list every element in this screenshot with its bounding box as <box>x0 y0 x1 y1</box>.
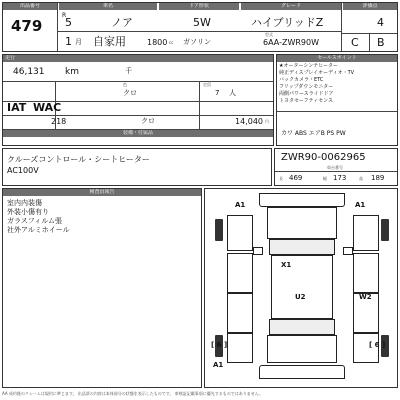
hood-panel <box>267 207 337 239</box>
note-line: 社外アルミホイール <box>7 226 70 234</box>
equipment-panel <box>276 54 398 146</box>
wheel-front-right <box>381 219 389 241</box>
note-line: 室内内装傷 <box>7 199 42 207</box>
equipment-item: 純正ディスプレイオーディオ・TV <box>279 70 355 76</box>
displacement-unit: cc <box>169 40 174 45</box>
grade-value: ハイブリッドZ <box>251 16 324 29</box>
mileage-value: 46,131 <box>13 67 45 77</box>
equipment-item: トヨタセーフティセンス <box>279 98 334 104</box>
notes-title: 検査員報告 <box>3 189 201 196</box>
wheel-front-left <box>215 219 223 241</box>
comment-line-2: AC100V <box>7 166 39 175</box>
month-value: 1 <box>65 35 72 48</box>
damage-code-x1: X1 <box>281 261 292 269</box>
color-code: クロ <box>141 117 155 125</box>
length-value: 469 <box>289 174 303 182</box>
mileage-block <box>2 54 274 146</box>
overall-score: 4 <box>377 16 384 29</box>
chassis-box <box>274 148 398 186</box>
mirror-right <box>343 247 353 255</box>
damage-code-6-right: [ 6 ] <box>369 341 386 349</box>
equipment-list <box>279 63 397 105</box>
windshield-panel <box>269 239 335 255</box>
front-bumper-panel <box>259 193 345 207</box>
color-label: 色 <box>123 82 127 87</box>
mileage-label: 走行 <box>3 55 273 62</box>
door-label: ドア形状 <box>159 3 239 10</box>
damage-diagram <box>204 188 398 388</box>
left-front-door-panel <box>227 253 253 293</box>
header-row <box>2 2 398 52</box>
damage-code-a1-rear: A1 <box>213 361 224 369</box>
month-unit: 月 <box>75 38 82 46</box>
rear-glass-panel <box>269 319 335 335</box>
equipment-item: フリップダウンモニター <box>279 84 334 90</box>
capacity-value: 7 <box>215 89 220 97</box>
score-label: 評価点 <box>343 3 397 10</box>
left-quarter-panel <box>227 333 253 363</box>
equipment-item: 両側パワースライドドア <box>279 91 334 97</box>
footer-disclaimer: AA 成約後のクレームは規約に準じます。 出品票の内容は本体部分の状態を表示したものです。 車検証記載事項に優先するものではありません。 <box>2 391 263 396</box>
price-unit: 円 <box>265 119 269 124</box>
left-rear-door-panel <box>227 293 253 333</box>
model-name: ノア <box>111 16 133 29</box>
height-label: 高 <box>359 176 363 181</box>
tailgate-panel <box>267 335 337 363</box>
equipment-title: セールスポイント <box>277 55 397 62</box>
capacity-label: 定員 <box>203 82 211 87</box>
comments-box <box>2 148 272 186</box>
exterior-grade: B <box>377 36 385 49</box>
chassis-number: ZWR90-0062965 <box>281 152 366 163</box>
equipment-item: バックカメラ・ETC <box>279 77 324 83</box>
comment-line-1: クルーズコントロール・シートヒーター <box>7 155 150 164</box>
left-front-fender-panel <box>227 215 253 251</box>
damage-code-6-left: [ 6 ] <box>211 341 228 349</box>
type-value: 6AA-ZWR90W <box>263 38 320 47</box>
interior-grade: C <box>351 36 359 49</box>
memo-label: 装備・付属品 <box>3 130 273 137</box>
mirror-left <box>253 247 263 255</box>
equipment-item: ★オーターシンテヒーター <box>279 63 339 69</box>
notes-box <box>2 188 202 388</box>
mileage-unit: km <box>65 67 79 77</box>
note-line: ガラスフィルム張 <box>7 217 62 225</box>
equipment-options: カワ ABS エアB PS PW <box>281 130 346 137</box>
mileage-unit-2: 千 <box>125 67 132 75</box>
usage: 自家用 <box>93 35 126 48</box>
price-value: 14,040 <box>235 117 263 126</box>
width-label: 幅 <box>323 176 327 181</box>
damage-code-a1-right: A1 <box>355 201 366 209</box>
shift-type: IAT <box>7 101 27 114</box>
damage-code-a1-left: A1 <box>235 201 246 209</box>
model-label: 車名 <box>59 3 157 10</box>
displacement: 1800 <box>147 38 168 47</box>
grade-label: グレード <box>241 3 341 10</box>
width-value: 173 <box>333 174 347 182</box>
year-era: R <box>62 12 67 19</box>
year-value: 5 <box>65 16 72 29</box>
ac-type: WAC <box>33 101 62 114</box>
lot-label: 出品番号 <box>3 3 57 10</box>
damage-code-w2: W2 <box>359 293 372 301</box>
load-value: 218 <box>51 117 67 126</box>
fuel: ガソリン <box>183 38 211 46</box>
right-front-fender-panel <box>353 215 379 251</box>
door-value: 5W <box>193 16 211 29</box>
height-value: 189 <box>371 174 385 182</box>
chassis-sub-label: 車台番号 <box>327 165 343 170</box>
length-label: 長 <box>279 176 283 181</box>
lot-number: 479 <box>11 17 43 35</box>
capacity-unit: 人 <box>229 89 236 97</box>
note-line: 外装小傷有り <box>7 208 49 216</box>
color-value: クロ <box>123 89 137 97</box>
damage-code-u2: U2 <box>295 293 306 301</box>
type-label: 型式 <box>265 32 273 37</box>
rear-bumper-panel <box>259 365 345 379</box>
right-front-door-panel <box>353 253 379 293</box>
